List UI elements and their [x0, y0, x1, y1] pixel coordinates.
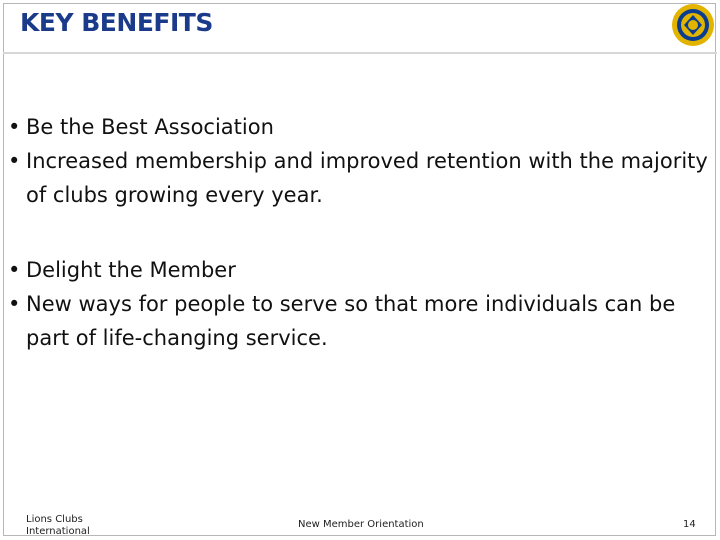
bullet-item: • Be the Best Association: [8, 115, 274, 139]
bullet-item: • Increased membership and improved retention with the majority of clubs growing every year.: [8, 149, 708, 207]
bullet-list-2: [8, 253, 708, 355]
bullet-item: • Delight the Member: [8, 258, 236, 282]
bullet-item: • New ways for people to serve so that more individuals can be part of life-changing service.: [8, 292, 676, 350]
bullet-list-1: [8, 110, 708, 212]
footer-presentation-title: New Member Orientation: [298, 519, 424, 530]
footer-org-line2: International: [26, 526, 90, 537]
footer-page-number: 14: [683, 519, 696, 530]
lions-clubs-emblem-icon: [671, 3, 715, 47]
footer-org-line1: Lions Clubs: [26, 514, 83, 525]
footer-organization: [26, 514, 106, 538]
slide-title: KEY BENEFITS: [20, 8, 213, 37]
header-divider: [3, 52, 717, 54]
